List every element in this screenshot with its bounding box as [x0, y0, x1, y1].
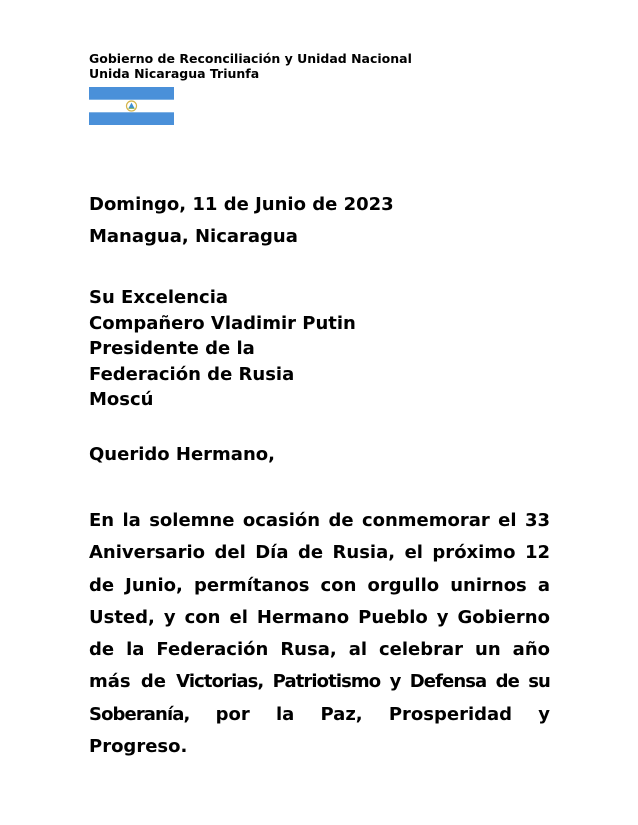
letter-body-paragraph	[89, 505, 550, 763]
letterhead-line-government: Gobierno de Reconciliación y Unidad Nacional	[89, 51, 412, 66]
body-text-part3: por la Paz, Prosperidad y Progreso.	[89, 703, 550, 758]
body-text-part1: En la solemne ocasión de conmemorar el 33 Aniversario del Día de Rusia, el próximo 12 de Junio, permítanos con orgullo unirnos a Usted, y con el Hermano Pueblo y Gobierno de la Federación Rusa, al celebrar un año más de	[89, 510, 550, 693]
letter-date: Domingo, 11 de Junio de 2023	[89, 194, 394, 215]
recipient-country: Federación de Rusia	[89, 363, 295, 385]
recipient-address	[89, 285, 356, 413]
recipient-city: Moscú	[89, 389, 154, 410]
letterhead	[89, 51, 412, 81]
recipient-name: Compañero Vladimir Putin	[89, 312, 356, 334]
dateline	[89, 189, 394, 253]
letterhead-line-motto: Unida Nicaragua Triunfa	[89, 66, 260, 81]
recipient-title: Su Excelencia	[89, 287, 229, 308]
letter-place: Managua, Nicaragua	[89, 226, 298, 247]
recipient-position: Presidente de la	[89, 338, 255, 359]
body-text-part2: Victorias, Patriotismo y Defensa de su Soberanía,	[89, 671, 550, 725]
salutation: Querido Hermano,	[89, 444, 275, 465]
nicaragua-flag	[89, 87, 174, 125]
